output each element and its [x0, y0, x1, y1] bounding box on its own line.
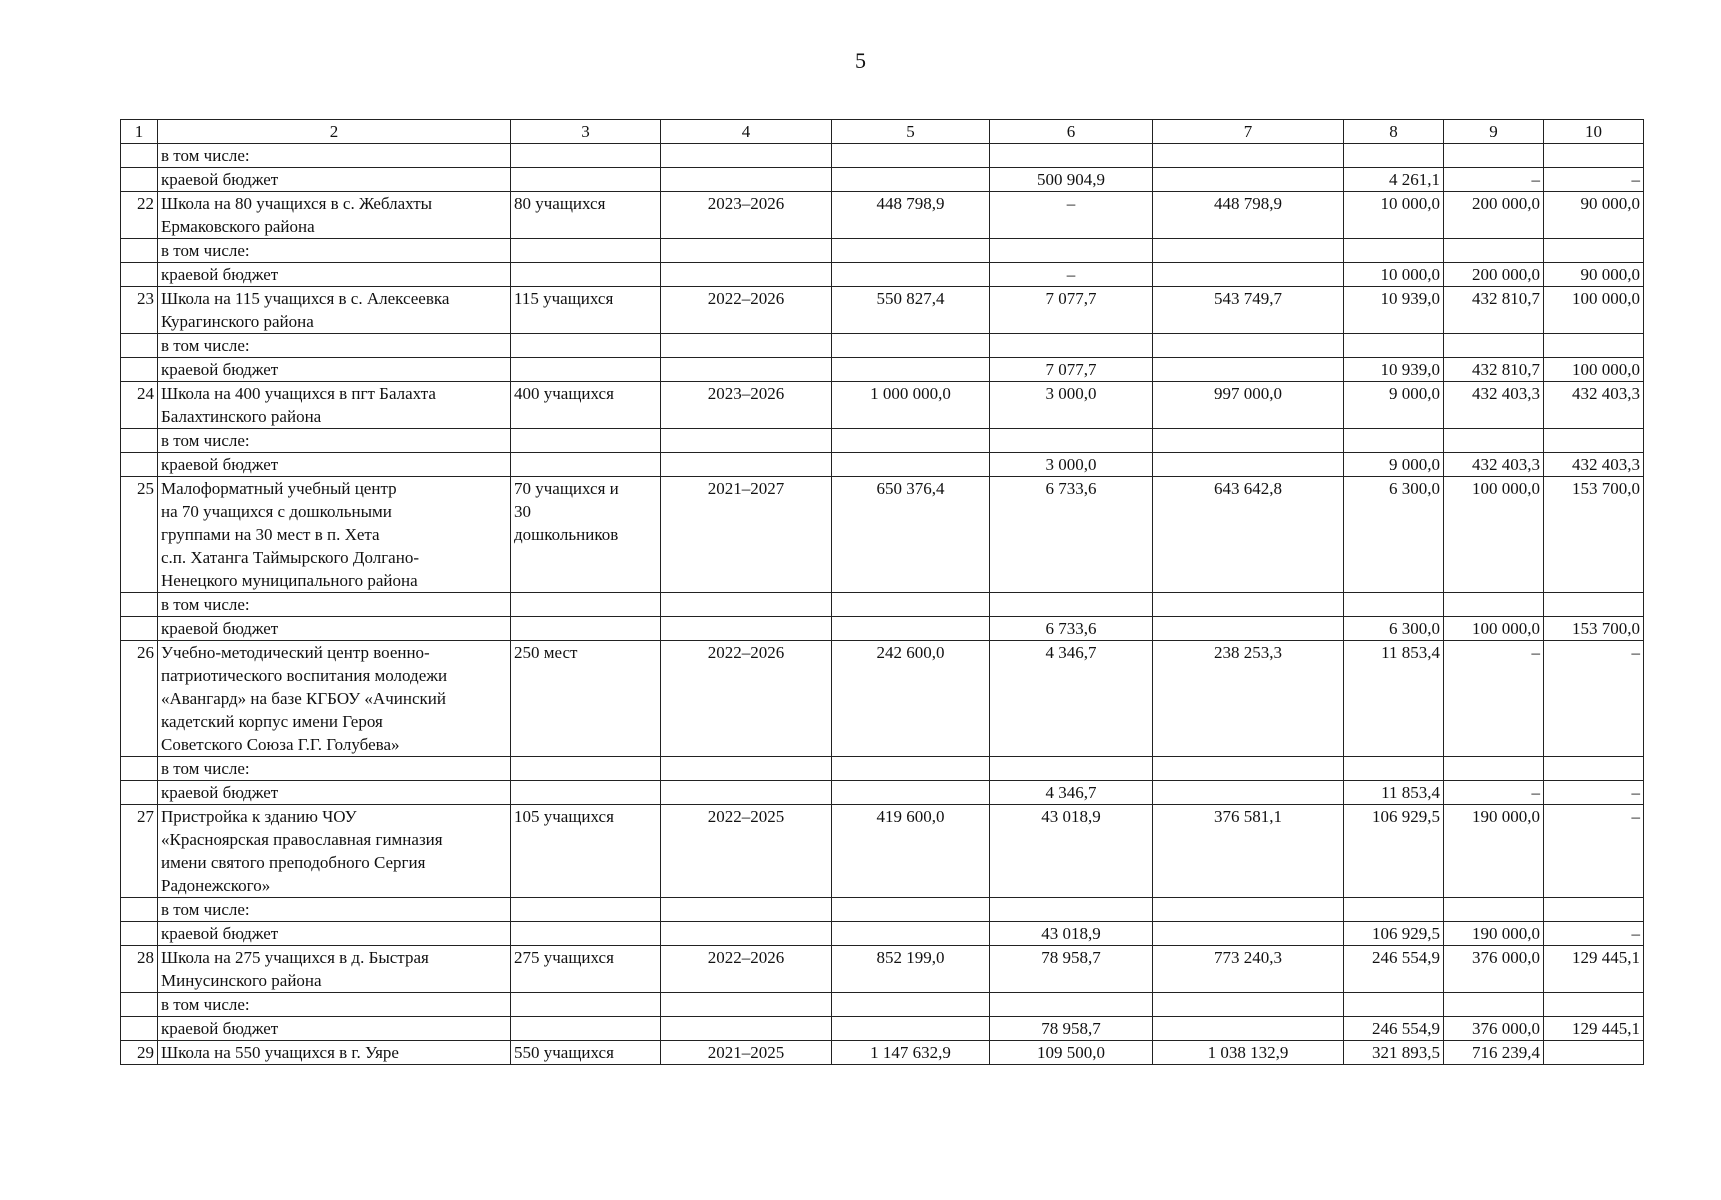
period-cell: 2022–2026 — [661, 287, 832, 334]
financed-before-cell: – — [990, 192, 1153, 239]
period-cell — [661, 1017, 832, 1041]
object-name-cell: Малоформатный учебный центр на 70 учащихся с дошкольными группами на 30 мест в п. Хета с.п. Хатанга Таймырского Долгано- Ненецкого муниципального района — [158, 477, 511, 593]
header-cell: 6 — [990, 120, 1153, 144]
row-number-cell — [121, 239, 158, 263]
year-2-cell: 432 403,3 — [1444, 453, 1544, 477]
capacity-cell — [511, 757, 661, 781]
total-cost-cell: 550 827,4 — [832, 287, 990, 334]
object-name-cell: в том числе: — [158, 898, 511, 922]
object-name-cell: краевой бюджет — [158, 617, 511, 641]
object-name-cell: краевой бюджет — [158, 358, 511, 382]
row-number-cell — [121, 144, 158, 168]
financed-before-cell: 7 077,7 — [990, 358, 1153, 382]
financed-before-cell: 6 733,6 — [990, 617, 1153, 641]
capacity-cell: 250 мест — [511, 641, 661, 757]
year-2-cell: 432 403,3 — [1444, 382, 1544, 429]
financed-before-cell — [990, 239, 1153, 263]
header-cell: 2 — [158, 120, 511, 144]
table-row — [121, 429, 1644, 453]
financed-before-cell — [990, 334, 1153, 358]
year-2-cell — [1444, 239, 1544, 263]
financed-before-cell: 7 077,7 — [990, 287, 1153, 334]
year-1-cell — [1344, 429, 1444, 453]
capacity-cell — [511, 263, 661, 287]
header-cell: 7 — [1153, 120, 1344, 144]
remaining-cost-cell: 1 038 132,9 — [1153, 1041, 1344, 1065]
year-2-cell: 190 000,0 — [1444, 805, 1544, 898]
financed-before-cell — [990, 144, 1153, 168]
year-1-cell — [1344, 239, 1444, 263]
year-1-cell: 6 300,0 — [1344, 477, 1444, 593]
year-3-cell: 153 700,0 — [1544, 477, 1644, 593]
period-cell: 2023–2026 — [661, 192, 832, 239]
period-cell — [661, 168, 832, 192]
year-1-cell — [1344, 898, 1444, 922]
total-cost-cell: 1 000 000,0 — [832, 382, 990, 429]
year-3-cell — [1544, 144, 1644, 168]
header-cell: 3 — [511, 120, 661, 144]
capacity-cell — [511, 922, 661, 946]
object-name-cell: Школа на 400 учащихся в пгт Балахта Балахтинского района — [158, 382, 511, 429]
year-1-cell: 106 929,5 — [1344, 805, 1444, 898]
total-cost-cell — [832, 334, 990, 358]
table-row — [121, 946, 1644, 993]
remaining-cost-cell — [1153, 617, 1344, 641]
financed-before-cell: – — [990, 263, 1153, 287]
year-3-cell — [1544, 1041, 1644, 1065]
financed-before-cell: 3 000,0 — [990, 453, 1153, 477]
financed-before-cell: 78 958,7 — [990, 1017, 1153, 1041]
row-number-cell — [121, 1017, 158, 1041]
year-2-cell: 200 000,0 — [1444, 263, 1544, 287]
object-name-cell: в том числе: — [158, 429, 511, 453]
capacity-cell — [511, 358, 661, 382]
table-row — [121, 239, 1644, 263]
row-number-cell: 29 — [121, 1041, 158, 1065]
capacity-cell — [511, 239, 661, 263]
year-2-cell: – — [1444, 168, 1544, 192]
header-cell: 4 — [661, 120, 832, 144]
capacity-cell — [511, 453, 661, 477]
year-2-cell — [1444, 144, 1544, 168]
year-2-cell: 100 000,0 — [1444, 477, 1544, 593]
remaining-cost-cell — [1153, 144, 1344, 168]
total-cost-cell: 1 147 632,9 — [832, 1041, 990, 1065]
capacity-cell — [511, 593, 661, 617]
total-cost-cell — [832, 757, 990, 781]
year-3-cell: – — [1544, 922, 1644, 946]
year-1-cell: 246 554,9 — [1344, 1017, 1444, 1041]
financed-before-cell: 3 000,0 — [990, 382, 1153, 429]
object-name-cell: краевой бюджет — [158, 453, 511, 477]
year-2-cell — [1444, 429, 1544, 453]
object-name-cell: в том числе: — [158, 993, 511, 1017]
table-body — [121, 120, 1644, 1065]
year-2-cell: 376 000,0 — [1444, 946, 1544, 993]
financed-before-cell: 6 733,6 — [990, 477, 1153, 593]
year-2-cell: 716 239,4 — [1444, 1041, 1544, 1065]
year-3-cell: 432 403,3 — [1544, 453, 1644, 477]
object-name-cell: в том числе: — [158, 593, 511, 617]
financed-before-cell: 4 346,7 — [990, 781, 1153, 805]
period-cell — [661, 757, 832, 781]
total-cost-cell: 852 199,0 — [832, 946, 990, 993]
year-1-cell: 10 939,0 — [1344, 358, 1444, 382]
year-2-cell: 190 000,0 — [1444, 922, 1544, 946]
financed-before-cell — [990, 593, 1153, 617]
table-row — [121, 453, 1644, 477]
period-cell: 2021–2025 — [661, 1041, 832, 1065]
year-2-cell — [1444, 898, 1544, 922]
year-3-cell: 100 000,0 — [1544, 358, 1644, 382]
capacity-cell: 70 учащихся и 30 дошкольников — [511, 477, 661, 593]
table-row — [121, 358, 1644, 382]
year-2-cell — [1444, 757, 1544, 781]
year-3-cell: – — [1544, 805, 1644, 898]
period-cell — [661, 781, 832, 805]
object-name-cell: Школа на 550 учащихся в г. Уяре — [158, 1041, 511, 1065]
year-3-cell: 432 403,3 — [1544, 382, 1644, 429]
year-1-cell: 9 000,0 — [1344, 382, 1444, 429]
table-header-row — [121, 120, 1644, 144]
year-3-cell: 153 700,0 — [1544, 617, 1644, 641]
object-name-cell: в том числе: — [158, 239, 511, 263]
capacity-cell — [511, 429, 661, 453]
year-2-cell — [1444, 993, 1544, 1017]
financed-before-cell: 4 346,7 — [990, 641, 1153, 757]
remaining-cost-cell: 543 749,7 — [1153, 287, 1344, 334]
year-3-cell — [1544, 334, 1644, 358]
remaining-cost-cell: 773 240,3 — [1153, 946, 1344, 993]
row-number-cell: 26 — [121, 641, 158, 757]
remaining-cost-cell — [1153, 263, 1344, 287]
object-name-cell: Школа на 275 учащихся в д. Быстрая Минусинского района — [158, 946, 511, 993]
total-cost-cell — [832, 429, 990, 453]
row-number-cell — [121, 593, 158, 617]
table-row — [121, 922, 1644, 946]
object-name-cell: краевой бюджет — [158, 263, 511, 287]
period-cell — [661, 429, 832, 453]
financed-before-cell: 109 500,0 — [990, 1041, 1153, 1065]
remaining-cost-cell — [1153, 593, 1344, 617]
period-cell — [661, 617, 832, 641]
year-2-cell — [1444, 334, 1544, 358]
period-cell — [661, 993, 832, 1017]
year-3-cell: 129 445,1 — [1544, 1017, 1644, 1041]
total-cost-cell: 419 600,0 — [832, 805, 990, 898]
year-1-cell: 9 000,0 — [1344, 453, 1444, 477]
year-3-cell — [1544, 898, 1644, 922]
remaining-cost-cell: 997 000,0 — [1153, 382, 1344, 429]
remaining-cost-cell — [1153, 993, 1344, 1017]
budget-table — [120, 119, 1644, 1065]
row-number-cell — [121, 453, 158, 477]
remaining-cost-cell: 643 642,8 — [1153, 477, 1344, 593]
table-row — [121, 144, 1644, 168]
row-number-cell — [121, 781, 158, 805]
financed-before-cell — [990, 757, 1153, 781]
financed-before-cell — [990, 993, 1153, 1017]
capacity-cell — [511, 144, 661, 168]
financed-before-cell: 500 904,9 — [990, 168, 1153, 192]
row-number-cell — [121, 757, 158, 781]
year-1-cell: 11 853,4 — [1344, 781, 1444, 805]
total-cost-cell — [832, 593, 990, 617]
year-3-cell: – — [1544, 168, 1644, 192]
total-cost-cell — [832, 144, 990, 168]
year-2-cell: – — [1444, 781, 1544, 805]
financed-before-cell: 78 958,7 — [990, 946, 1153, 993]
period-cell: 2023–2026 — [661, 382, 832, 429]
financed-before-cell — [990, 429, 1153, 453]
remaining-cost-cell — [1153, 898, 1344, 922]
row-number-cell: 28 — [121, 946, 158, 993]
header-cell: 1 — [121, 120, 158, 144]
row-number-cell — [121, 429, 158, 453]
period-cell: 2022–2026 — [661, 946, 832, 993]
year-3-cell — [1544, 593, 1644, 617]
table-row — [121, 334, 1644, 358]
period-cell — [661, 593, 832, 617]
year-1-cell: 6 300,0 — [1344, 617, 1444, 641]
total-cost-cell — [832, 358, 990, 382]
year-2-cell — [1444, 593, 1544, 617]
row-number-cell: 24 — [121, 382, 158, 429]
object-name-cell: краевой бюджет — [158, 781, 511, 805]
period-cell — [661, 922, 832, 946]
capacity-cell: 550 учащихся — [511, 1041, 661, 1065]
year-1-cell: 246 554,9 — [1344, 946, 1444, 993]
object-name-cell: Пристройка к зданию ЧОУ «Красноярская православная гимназия имени святого преподобного Сергия Радонежского» — [158, 805, 511, 898]
year-1-cell: 106 929,5 — [1344, 922, 1444, 946]
year-3-cell — [1544, 429, 1644, 453]
row-number-cell — [121, 922, 158, 946]
year-1-cell: 321 893,5 — [1344, 1041, 1444, 1065]
year-1-cell — [1344, 144, 1444, 168]
table-row — [121, 192, 1644, 239]
year-1-cell: 11 853,4 — [1344, 641, 1444, 757]
capacity-cell: 400 учащихся — [511, 382, 661, 429]
page-number: 5 — [855, 48, 866, 73]
remaining-cost-cell — [1153, 922, 1344, 946]
year-1-cell — [1344, 593, 1444, 617]
table-row — [121, 757, 1644, 781]
row-number-cell — [121, 617, 158, 641]
capacity-cell — [511, 617, 661, 641]
year-2-cell: 376 000,0 — [1444, 1017, 1544, 1041]
row-number-cell — [121, 334, 158, 358]
table-row — [121, 1017, 1644, 1041]
year-3-cell: – — [1544, 641, 1644, 757]
period-cell — [661, 239, 832, 263]
remaining-cost-cell: 376 581,1 — [1153, 805, 1344, 898]
remaining-cost-cell — [1153, 453, 1344, 477]
year-1-cell: 4 261,1 — [1344, 168, 1444, 192]
table-row — [121, 168, 1644, 192]
period-cell — [661, 144, 832, 168]
row-number-cell: 22 — [121, 192, 158, 239]
period-cell — [661, 334, 832, 358]
year-3-cell: 90 000,0 — [1544, 263, 1644, 287]
object-name-cell: в том числе: — [158, 334, 511, 358]
object-name-cell: краевой бюджет — [158, 1017, 511, 1041]
year-3-cell: 90 000,0 — [1544, 192, 1644, 239]
remaining-cost-cell — [1153, 781, 1344, 805]
object-name-cell: в том числе: — [158, 144, 511, 168]
year-1-cell — [1344, 993, 1444, 1017]
row-number-cell — [121, 358, 158, 382]
period-cell: 2022–2026 — [661, 641, 832, 757]
total-cost-cell — [832, 617, 990, 641]
total-cost-cell — [832, 1017, 990, 1041]
capacity-cell — [511, 898, 661, 922]
year-1-cell — [1344, 334, 1444, 358]
period-cell: 2021–2027 — [661, 477, 832, 593]
remaining-cost-cell — [1153, 334, 1344, 358]
year-1-cell — [1344, 757, 1444, 781]
financed-before-cell — [990, 898, 1153, 922]
remaining-cost-cell — [1153, 1017, 1344, 1041]
capacity-cell: 275 учащихся — [511, 946, 661, 993]
remaining-cost-cell — [1153, 168, 1344, 192]
year-3-cell: – — [1544, 781, 1644, 805]
object-name-cell: Учебно-методический центр военно- патриотического воспитания молодежи «Авангард» на базе КГБОУ «Ачинский кадетский корпус имени Героя Советского Союза Г.Г. Голубева» — [158, 641, 511, 757]
year-3-cell: 100 000,0 — [1544, 287, 1644, 334]
total-cost-cell: 650 376,4 — [832, 477, 990, 593]
remaining-cost-cell — [1153, 358, 1344, 382]
capacity-cell — [511, 168, 661, 192]
capacity-cell — [511, 334, 661, 358]
year-2-cell: – — [1444, 641, 1544, 757]
row-number-cell — [121, 898, 158, 922]
year-1-cell: 10 000,0 — [1344, 192, 1444, 239]
capacity-cell — [511, 993, 661, 1017]
table-row — [121, 593, 1644, 617]
total-cost-cell — [832, 239, 990, 263]
financed-before-cell: 43 018,9 — [990, 805, 1153, 898]
total-cost-cell: 448 798,9 — [832, 192, 990, 239]
row-number-cell — [121, 993, 158, 1017]
remaining-cost-cell — [1153, 239, 1344, 263]
row-number-cell: 23 — [121, 287, 158, 334]
remaining-cost-cell: 238 253,3 — [1153, 641, 1344, 757]
period-cell — [661, 898, 832, 922]
object-name-cell: краевой бюджет — [158, 168, 511, 192]
table-row — [121, 805, 1644, 898]
row-number-cell — [121, 168, 158, 192]
year-2-cell: 432 810,7 — [1444, 287, 1544, 334]
header-cell: 5 — [832, 120, 990, 144]
remaining-cost-cell: 448 798,9 — [1153, 192, 1344, 239]
table-row — [121, 382, 1644, 429]
year-1-cell: 10 000,0 — [1344, 263, 1444, 287]
total-cost-cell — [832, 898, 990, 922]
table-row — [121, 477, 1644, 593]
year-2-cell: 200 000,0 — [1444, 192, 1544, 239]
period-cell — [661, 263, 832, 287]
year-2-cell: 100 000,0 — [1444, 617, 1544, 641]
capacity-cell — [511, 1017, 661, 1041]
header-cell: 10 — [1544, 120, 1644, 144]
capacity-cell: 80 учащихся — [511, 192, 661, 239]
header-cell: 9 — [1444, 120, 1544, 144]
object-name-cell: в том числе: — [158, 757, 511, 781]
row-number-cell: 25 — [121, 477, 158, 593]
financed-before-cell: 43 018,9 — [990, 922, 1153, 946]
total-cost-cell — [832, 993, 990, 1017]
row-number-cell: 27 — [121, 805, 158, 898]
period-cell — [661, 453, 832, 477]
table-row — [121, 287, 1644, 334]
object-name-cell: краевой бюджет — [158, 922, 511, 946]
total-cost-cell — [832, 453, 990, 477]
year-3-cell — [1544, 993, 1644, 1017]
year-1-cell: 10 939,0 — [1344, 287, 1444, 334]
total-cost-cell — [832, 781, 990, 805]
capacity-cell: 115 учащихся — [511, 287, 661, 334]
period-cell — [661, 358, 832, 382]
total-cost-cell — [832, 168, 990, 192]
period-cell: 2022–2025 — [661, 805, 832, 898]
table-row — [121, 617, 1644, 641]
object-name-cell: Школа на 115 учащихся в с. Алексеевка Курагинского района — [158, 287, 511, 334]
year-3-cell — [1544, 239, 1644, 263]
remaining-cost-cell — [1153, 757, 1344, 781]
total-cost-cell — [832, 922, 990, 946]
year-3-cell: 129 445,1 — [1544, 946, 1644, 993]
object-name-cell: Школа на 80 учащихся в с. Жеблахты Ермаковского района — [158, 192, 511, 239]
capacity-cell: 105 учащихся — [511, 805, 661, 898]
total-cost-cell: 242 600,0 — [832, 641, 990, 757]
table-row — [121, 263, 1644, 287]
row-number-cell — [121, 263, 158, 287]
table-row — [121, 641, 1644, 757]
header-cell: 8 — [1344, 120, 1444, 144]
total-cost-cell — [832, 263, 990, 287]
table-row — [121, 781, 1644, 805]
table-row — [121, 1041, 1644, 1065]
capacity-cell — [511, 781, 661, 805]
year-3-cell — [1544, 757, 1644, 781]
remaining-cost-cell — [1153, 429, 1344, 453]
table-row — [121, 898, 1644, 922]
table-row — [121, 993, 1644, 1017]
year-2-cell: 432 810,7 — [1444, 358, 1544, 382]
